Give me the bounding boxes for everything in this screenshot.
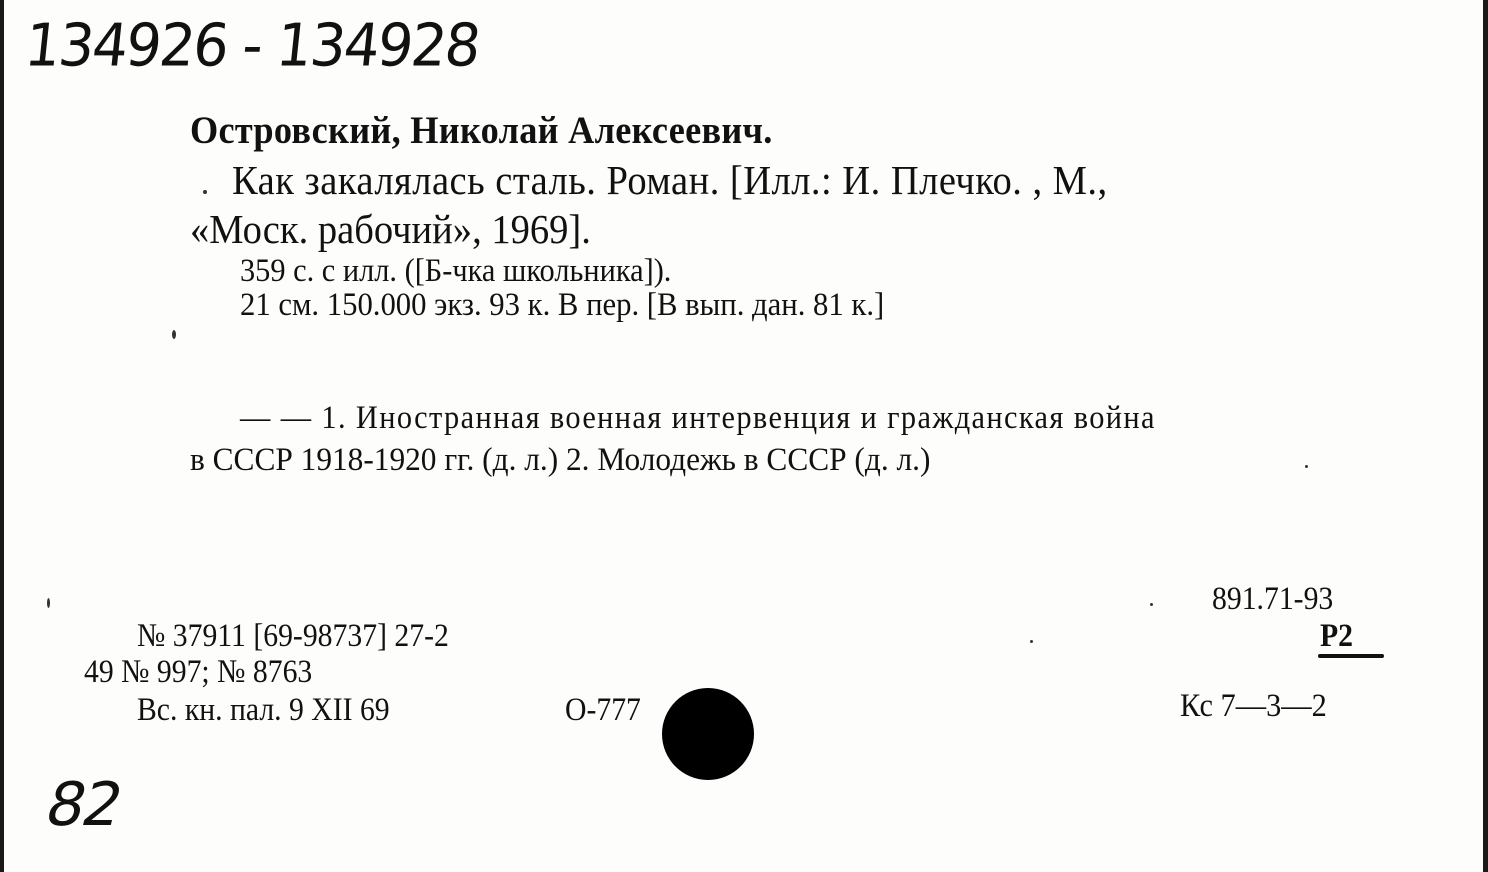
card-right-edge xyxy=(1483,0,1488,872)
ink-speck xyxy=(203,190,207,194)
author-mark-underline xyxy=(1318,654,1384,658)
handwritten-accession-numbers: 134926 - 134928 xyxy=(21,11,483,81)
card-code: О-777 xyxy=(565,692,641,728)
book-chamber-date-line: Вс. кн. пал. 9 XII 69 xyxy=(137,692,390,728)
author-mark: Р2 xyxy=(1320,618,1354,654)
ink-speck xyxy=(1150,603,1153,606)
author-heading: Островский, Николай Алексеевич. xyxy=(190,109,773,152)
collation-line-1: 359 с. с илл. ([Б-чка школьника]). xyxy=(240,253,672,289)
ink-speck xyxy=(47,598,50,608)
subject-headings-line-1: — — 1. Иностранная военная интервенция и гражданская война xyxy=(240,400,1156,436)
collation-line-2: 21 см. 150.000 экз. 93 к. В пер. [В вып. дан. 81 к.] xyxy=(240,287,885,323)
ink-speck xyxy=(1305,465,1308,468)
ink-speck xyxy=(172,330,176,339)
punch-hole xyxy=(662,688,754,780)
subject-headings-line-2: в СССР 1918-1920 гг. (д. л.) 2. Молодежь в СССР (д. л.) xyxy=(190,442,931,478)
order-number-line: № 37911 [69-98737] 27-2 xyxy=(137,618,449,654)
ks-code: Кс 7—3—2 xyxy=(1180,688,1327,724)
title-line-2: «Моск. рабочий», 1969]. xyxy=(190,206,591,252)
card-left-edge xyxy=(0,0,4,872)
title-line-1: Как закалялась сталь. Роман. [Илл.: И. Плечко. , М., xyxy=(232,157,1108,203)
handwritten-shelf-note: 82 xyxy=(38,770,129,840)
ink-speck xyxy=(1030,640,1033,643)
printing-numbers-line: 49 № 997; № 8763 xyxy=(84,654,313,690)
classification-number: 891.71-93 xyxy=(1212,581,1334,617)
